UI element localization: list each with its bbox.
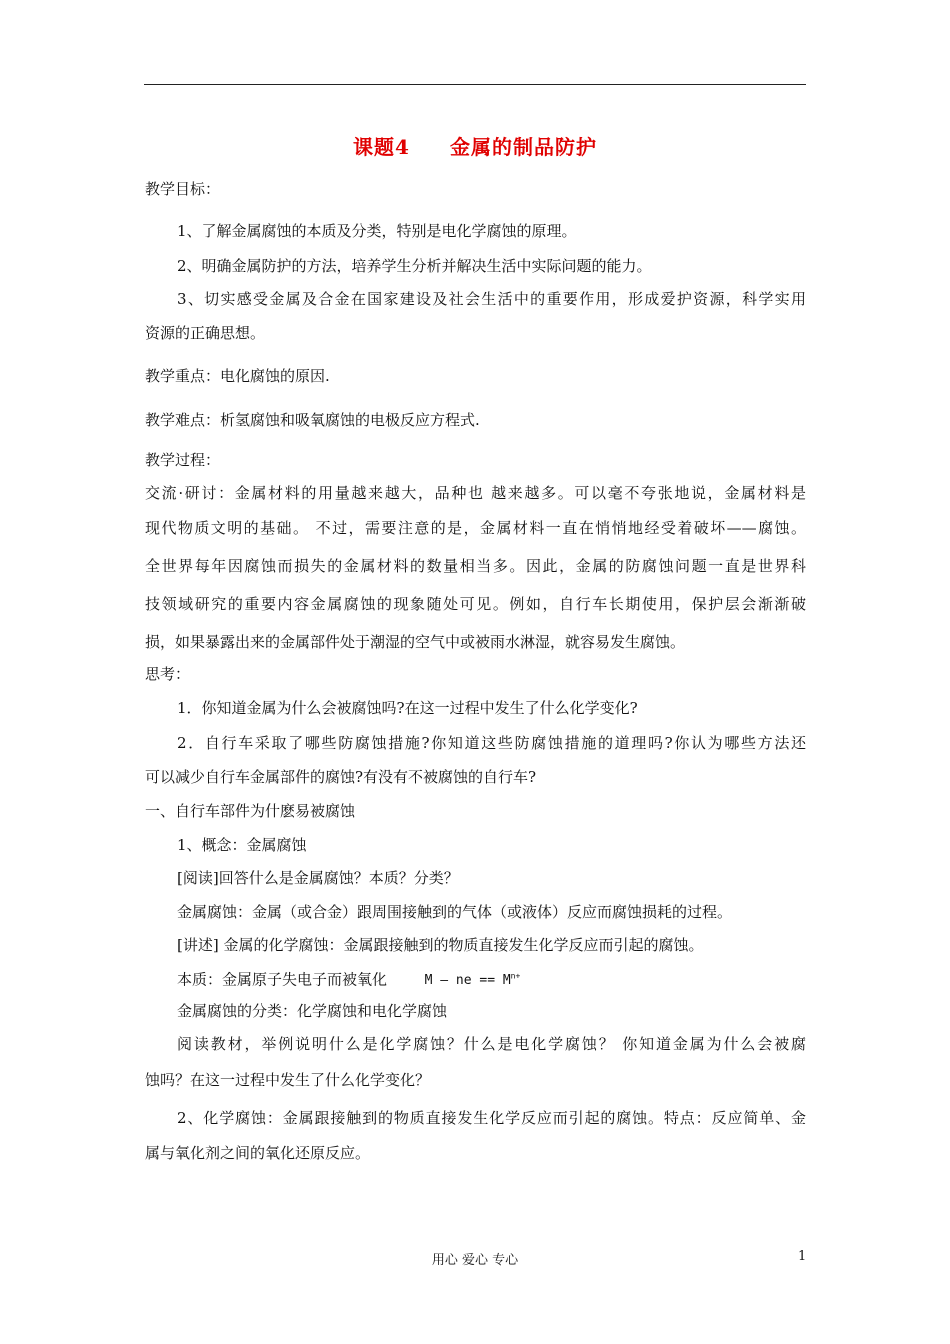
objective-item: 3、切实感受金属及合金在国家建设及社会生活中的重要作用，形成爱护资源，科学实用 bbox=[177, 290, 806, 308]
objective-item: 1、了解金属腐蚀的本质及分类，特别是电化学腐蚀的原理。 bbox=[177, 222, 577, 240]
page-number: 1 bbox=[798, 1249, 807, 1264]
objective-item: 2、明确金属防护的方法，培养学生分析并解决生活中实际问题的能力。 bbox=[177, 257, 652, 275]
reading-task-line-continued: 蚀吗？在这一过程中发生了什么化学变化？ bbox=[145, 1071, 431, 1089]
chemical-corrosion-line-continued: 属与氧化剂之间的氧化还原反应。 bbox=[145, 1144, 371, 1162]
essence-formula: M – ne == $M^{n+}$ bbox=[424, 972, 521, 989]
reading-task-line: 阅读教材，举例说明什么是化学腐蚀？什么是电化学腐蚀？ 你知道金属为什么会被腐 bbox=[177, 1035, 806, 1053]
definition-line: 金属腐蚀：金属（或合金）跟周围接触到的气体（或液体）反应而腐蚀损耗的过程。 bbox=[177, 903, 733, 921]
question-item: 1．你知道金属为什么会被腐蚀吗?在这一过程中发生了什么化学变化? bbox=[177, 699, 638, 717]
discussion-paragraph-line: 全世界每年因腐蚀而损失的金属材料的数量相当多。因此，金属的防腐蚀问题一直是世界科 bbox=[145, 557, 806, 575]
discussion-paragraph-line: 交流·研讨：金属材料的用量越来越大，品种也 越来越多。可以毫不夸张地说，金属材料是 bbox=[145, 484, 806, 502]
essence-superscript: n+ bbox=[510, 972, 521, 981]
objectives-heading: 教学目标： bbox=[145, 180, 221, 198]
chemical-corrosion-line: 2、化学腐蚀：金属跟接触到的物质直接发生化学反应而引起的腐蚀。特点：反应简单、金 bbox=[177, 1109, 806, 1127]
classification-line: 金属腐蚀的分类：化学腐蚀和电化学腐蚀 bbox=[177, 1002, 448, 1020]
essence-line bbox=[177, 967, 520, 991]
read-prompt: [阅读]回答什么是金属腐蚀？本质？分类？ bbox=[177, 869, 459, 887]
lecture-line: [讲述] 金属的化学腐蚀：金属跟接触到的物质直接发生化学反应而引起的腐蚀。 bbox=[177, 936, 704, 954]
title-lesson-number: 课题4 bbox=[353, 135, 410, 159]
section1-heading: 一、自行车部件为什麽易被腐蚀 bbox=[145, 802, 356, 820]
question-item: 2．自行车采取了哪些防腐蚀措施?你知道这些防腐蚀措施的道理吗?你认为哪些方法还 bbox=[177, 734, 806, 752]
think-heading: 思考： bbox=[145, 665, 191, 683]
objective-item-continued: 资源的正确思想。 bbox=[145, 324, 266, 342]
difficult-point: 教学难点：析氢腐蚀和吸氧腐蚀的电极反应方程式. bbox=[145, 411, 480, 429]
discussion-paragraph-line: 现代物质文明的基础。 不过，需要注意的是，金属材料一直在悄悄地经受着破坏——腐蚀。 bbox=[145, 519, 806, 537]
concept-line: 1、概念：金属腐蚀 bbox=[177, 836, 307, 854]
page-title bbox=[0, 131, 950, 160]
title-lesson-name: 金属的制品防护 bbox=[449, 135, 597, 159]
footer-motto: 用心 爱心 专心 bbox=[431, 1253, 519, 1268]
question-item-continued: 可以减少自行车金属部件的腐蚀?有没有不被腐蚀的自行车? bbox=[145, 768, 537, 786]
discussion-paragraph-line: 损，如果暴露出来的金属部件处于潮湿的空气中或被雨水淋湿，就容易发生腐蚀。 bbox=[145, 633, 686, 651]
key-point: 教学重点：电化腐蚀的原因. bbox=[145, 367, 330, 385]
process-heading: 教学过程： bbox=[145, 451, 221, 469]
discussion-paragraph-line: 技领域研究的重要内容金属腐蚀的现象随处可见。例如，自行车长期使用，保护层会渐渐破 bbox=[145, 595, 806, 613]
header-rule bbox=[144, 84, 806, 85]
essence-label: 本质：金属原子失电子而被氧化 bbox=[177, 970, 388, 989]
